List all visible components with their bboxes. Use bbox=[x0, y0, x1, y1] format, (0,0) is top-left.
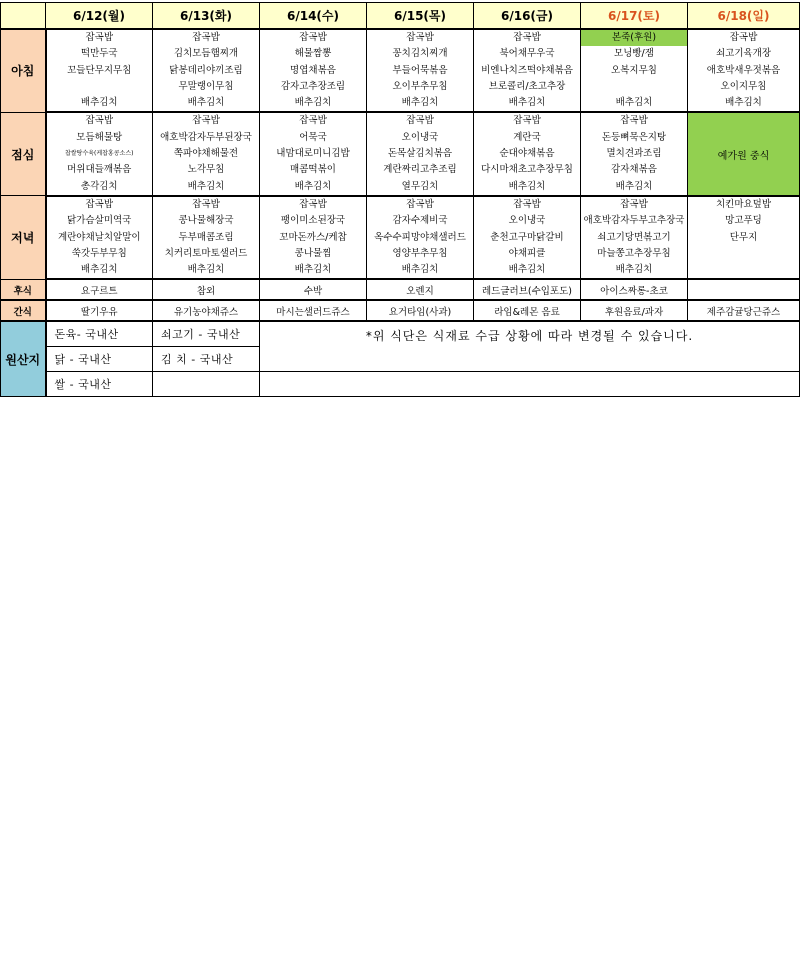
menu-item: 잡곡밥 bbox=[299, 198, 327, 210]
menu-item: 잡곡밥 bbox=[513, 32, 541, 43]
menu-cell bbox=[153, 196, 260, 279]
dessert-cell: 요구르트 bbox=[46, 279, 153, 300]
day-header-fri: 6/16(금) bbox=[474, 3, 581, 30]
meal-row-lunch bbox=[1, 112, 800, 195]
origin-kimchi: 김 치 - 국내산 bbox=[153, 346, 260, 371]
menu-item: 잡곡밥 bbox=[299, 115, 327, 127]
snack-cell: 후원음료/과자 bbox=[581, 300, 688, 321]
menu-item: 배추김치 bbox=[294, 97, 332, 109]
menu-item bbox=[688, 262, 799, 278]
day-header-wed: 6/14(수) bbox=[260, 3, 367, 30]
origin-rice: 쌀 - 국내산 bbox=[46, 371, 153, 396]
day-header-sat: 6/17(토) bbox=[581, 3, 688, 30]
menu-item: 배추김치 bbox=[294, 264, 332, 276]
menu-item: 쪽파야채해물전 bbox=[173, 148, 239, 160]
menu-item: 부들어묵볶음 bbox=[392, 64, 448, 76]
menu-item: 잡곡밥 bbox=[620, 198, 648, 210]
menu-cell bbox=[367, 29, 474, 112]
origin-pork: 돈육- 국내산 bbox=[46, 321, 153, 346]
menu-cell bbox=[260, 196, 367, 279]
menu-item: 계란국 bbox=[513, 131, 541, 143]
snack-cell: 제주감귤당근쥬스 bbox=[688, 300, 800, 321]
menu-item: 잡곡밥 bbox=[513, 198, 541, 210]
menu-item: 계란야채날치알말이 bbox=[57, 231, 141, 243]
menu-cell-special: 예가원 중식 bbox=[688, 112, 800, 195]
menu-cell bbox=[474, 29, 581, 112]
menu-item: 배추김치 bbox=[80, 264, 118, 276]
menu-item: 팽이미소된장국 bbox=[280, 215, 346, 227]
menu-item: 오이냉국 bbox=[401, 131, 439, 143]
menu-item: 치킨마요덮밥 bbox=[715, 198, 772, 210]
dessert-cell bbox=[688, 279, 800, 300]
menu-cell bbox=[260, 29, 367, 112]
menu-item: 오복지무침 bbox=[611, 64, 657, 76]
snack-row bbox=[1, 300, 800, 321]
menu-item: 두부매콤조림 bbox=[178, 231, 234, 243]
menu-cell bbox=[688, 196, 800, 279]
origin-beef: 쇠고기 - 국내산 bbox=[153, 321, 260, 346]
menu-item: 머위대들깨볶음 bbox=[67, 164, 132, 176]
menu-item: 떡만두국 bbox=[80, 48, 118, 60]
origin-row-3 bbox=[1, 371, 800, 396]
menu-item: 비엔나치즈떡야채볶음 bbox=[481, 64, 573, 76]
menu-item: 닭가슴살미역국 bbox=[67, 215, 132, 227]
menu-item: 망고푸딩 bbox=[725, 215, 762, 227]
meal-label-dinner: 저녁 bbox=[1, 196, 46, 279]
menu-item: 쑥갓두부무침 bbox=[71, 247, 127, 259]
menu-item: 감자수제비국 bbox=[392, 215, 448, 227]
menu-item: 모닝빵/잼 bbox=[614, 48, 654, 60]
menu-item: 잡곡밥 bbox=[85, 198, 114, 210]
dessert-cell: 레드글러브(수입포도) bbox=[474, 279, 581, 300]
menu-item: 춘천고구마닭갈비 bbox=[490, 231, 564, 243]
menu-item: 잡곡밥 bbox=[299, 32, 327, 43]
menu-cell bbox=[260, 112, 367, 195]
meal-label-snack: 간식 bbox=[1, 300, 46, 321]
header-row bbox=[1, 3, 800, 30]
menu-item: 배추김치 bbox=[615, 97, 653, 109]
menu-item: 배추김치 bbox=[401, 264, 439, 276]
day-header-thu: 6/15(목) bbox=[367, 3, 474, 30]
menu-item: 순대야채볶음 bbox=[499, 148, 555, 160]
menu-item: 내맘대로미니김밥 bbox=[276, 148, 350, 160]
menu-item: 꼬마돈까스/케찹 bbox=[279, 231, 347, 243]
menu-item: 애호박새우젓볶음 bbox=[706, 64, 781, 76]
menu-item: 배추김치 bbox=[294, 180, 332, 192]
menu-item: 김치모듬햄찌개 bbox=[173, 48, 239, 60]
menu-item: 배추김치 bbox=[187, 97, 225, 109]
menu-item: 잡곡밥 bbox=[192, 198, 220, 210]
menu-item: 콩나물찜 bbox=[294, 247, 332, 259]
menu-item: 배추김치 bbox=[401, 97, 439, 109]
menu-item: 마늘쫑고추장무침 bbox=[597, 247, 671, 259]
dessert-cell: 아이스짜롱-초코 bbox=[581, 279, 688, 300]
menu-item bbox=[688, 246, 799, 262]
day-header-mon: 6/12(월) bbox=[46, 3, 153, 30]
origin-label: 원산지 bbox=[1, 321, 46, 396]
notice-empty-cell bbox=[260, 371, 800, 396]
menu-item: 애호박감자두부고추장국 bbox=[583, 215, 685, 227]
menu-item: 잡곡밥 bbox=[406, 115, 434, 127]
menu-item: 다시마채초고추장무침 bbox=[481, 164, 573, 176]
menu-item: 잡곡밥 bbox=[729, 32, 758, 43]
menu-item: 배추김치 bbox=[615, 264, 653, 276]
menu-item: 잡곡밥 bbox=[85, 115, 114, 127]
menu-item: 잡곡밥 bbox=[620, 115, 648, 127]
menu-item: 꽁치김치찌개 bbox=[392, 48, 448, 60]
menu-item: 명엽채볶음 bbox=[290, 64, 336, 76]
menu-item: 배추김치 bbox=[508, 264, 546, 276]
weekly-menu-table bbox=[0, 2, 800, 397]
menu-item: 애호박감자두부된장국 bbox=[160, 131, 252, 143]
menu-item: 감자채볶음 bbox=[611, 164, 657, 176]
snack-cell: 요거타임(사과) bbox=[367, 300, 474, 321]
dessert-cell: 수박 bbox=[260, 279, 367, 300]
menu-item: 배추김치 bbox=[187, 264, 225, 276]
menu-cell bbox=[581, 196, 688, 279]
dessert-cell: 오렌지 bbox=[367, 279, 474, 300]
menu-cell bbox=[153, 112, 260, 195]
menu-item: 북어채무우국 bbox=[499, 48, 555, 60]
dessert-cell: 참외 bbox=[153, 279, 260, 300]
menu-cell bbox=[581, 29, 688, 112]
menu-item: 옥수수피망야채샐러드 bbox=[374, 231, 466, 243]
menu-cell bbox=[367, 112, 474, 195]
snack-cell: 마시는샐러드쥬스 bbox=[260, 300, 367, 321]
menu-item: 쇠고기육개장 bbox=[715, 48, 772, 60]
snack-cell: 딸기우유 bbox=[46, 300, 153, 321]
menu-item: 꼬들단무지무침 bbox=[67, 64, 132, 76]
menu-item: 잡곡밥 bbox=[406, 198, 434, 210]
menu-item: 돈등뼈묵은지탕 bbox=[601, 131, 667, 143]
meal-label-morning: 아침 bbox=[1, 29, 46, 112]
menu-item: 어묵국 bbox=[299, 131, 327, 143]
menu-item: 쇠고기당면볶고기 bbox=[597, 231, 671, 243]
menu-item: 잡곡밥 bbox=[192, 115, 220, 127]
menu-item: 열무김치 bbox=[401, 180, 439, 192]
menu-item: 잡곡밥 bbox=[192, 32, 220, 43]
menu-notice: *위 식단은 식재료 수급 상황에 따라 변경될 수 있습니다. bbox=[260, 321, 800, 371]
menu-cell bbox=[581, 112, 688, 195]
menu-cell bbox=[153, 29, 260, 112]
menu-item: 단무지 bbox=[729, 231, 758, 243]
menu-cell bbox=[367, 196, 474, 279]
day-header-tue: 6/13(화) bbox=[153, 3, 260, 30]
menu-item: 노각무침 bbox=[187, 164, 225, 176]
menu-item: 잡곡밥 bbox=[406, 32, 434, 43]
menu-item: 배추김치 bbox=[187, 180, 225, 192]
menu-cell bbox=[46, 29, 153, 112]
menu-item: 계란짜리고추조림 bbox=[383, 164, 457, 176]
meal-row-dinner bbox=[1, 196, 800, 279]
menu-cell bbox=[688, 29, 800, 112]
meal-label-lunch: 점심 bbox=[1, 112, 46, 195]
menu-item: 배추김치 bbox=[725, 97, 762, 109]
meal-label-dessert: 후식 bbox=[1, 279, 46, 300]
menu-item: 오이냉국 bbox=[508, 215, 546, 227]
origin-row-1 bbox=[1, 321, 800, 346]
menu-cell bbox=[46, 196, 153, 279]
menu-item: 치커리토마토샐러드 bbox=[164, 247, 248, 259]
menu-item: 야채피클 bbox=[508, 247, 546, 259]
dessert-row bbox=[1, 279, 800, 300]
menu-item: 총각김치 bbox=[80, 180, 118, 192]
menu-item: 배추김치 bbox=[80, 97, 118, 109]
menu-item: 배추김치 bbox=[508, 97, 546, 109]
menu-cell bbox=[46, 112, 153, 195]
menu-item: 본죽(후원) bbox=[581, 30, 687, 46]
meal-row-morning bbox=[1, 29, 800, 112]
menu-item: 멸치견과조림 bbox=[606, 148, 662, 160]
menu-item bbox=[581, 79, 687, 95]
header-corner bbox=[1, 3, 46, 30]
menu-item: 모듬해물탕 bbox=[76, 131, 123, 143]
menu-item: 잡곡밥 bbox=[85, 32, 114, 43]
menu-item: 배추김치 bbox=[615, 180, 653, 192]
menu-item: 브로콜리/초고추장 bbox=[488, 80, 566, 92]
menu-cell bbox=[474, 112, 581, 195]
menu-item: 무말랭이무침 bbox=[178, 80, 234, 92]
origin-empty-cell bbox=[153, 371, 260, 396]
menu-item: 오이지무침 bbox=[720, 80, 767, 92]
menu-cell bbox=[474, 196, 581, 279]
menu-item: 영양부추무침 bbox=[392, 247, 448, 259]
menu-item: 오이부추무침 bbox=[392, 80, 448, 92]
menu-item: 해물짬뽕 bbox=[294, 48, 332, 60]
snack-cell: 유기농야채쥬스 bbox=[153, 300, 260, 321]
menu-item bbox=[47, 79, 153, 95]
origin-chicken: 닭 - 국내산 bbox=[46, 346, 153, 371]
menu-item: 잡곡밥 bbox=[513, 115, 541, 127]
menu-item: 감자고추장조림 bbox=[280, 80, 346, 92]
menu-item: 배추김치 bbox=[508, 180, 546, 192]
menu-item: 돈목살김치볶음 bbox=[387, 148, 453, 160]
menu-item: 콩나물해장국 bbox=[178, 215, 234, 227]
menu-item: 매콤떡볶이 bbox=[290, 164, 336, 176]
menu-item: 찹쌀탕수육(케찹홍콩소스) bbox=[65, 150, 134, 158]
day-header-sun: 6/18(일) bbox=[688, 3, 800, 30]
snack-cell: 라임&레몬 음료 bbox=[474, 300, 581, 321]
menu-item: 닭봉데리야끼조림 bbox=[169, 64, 243, 76]
